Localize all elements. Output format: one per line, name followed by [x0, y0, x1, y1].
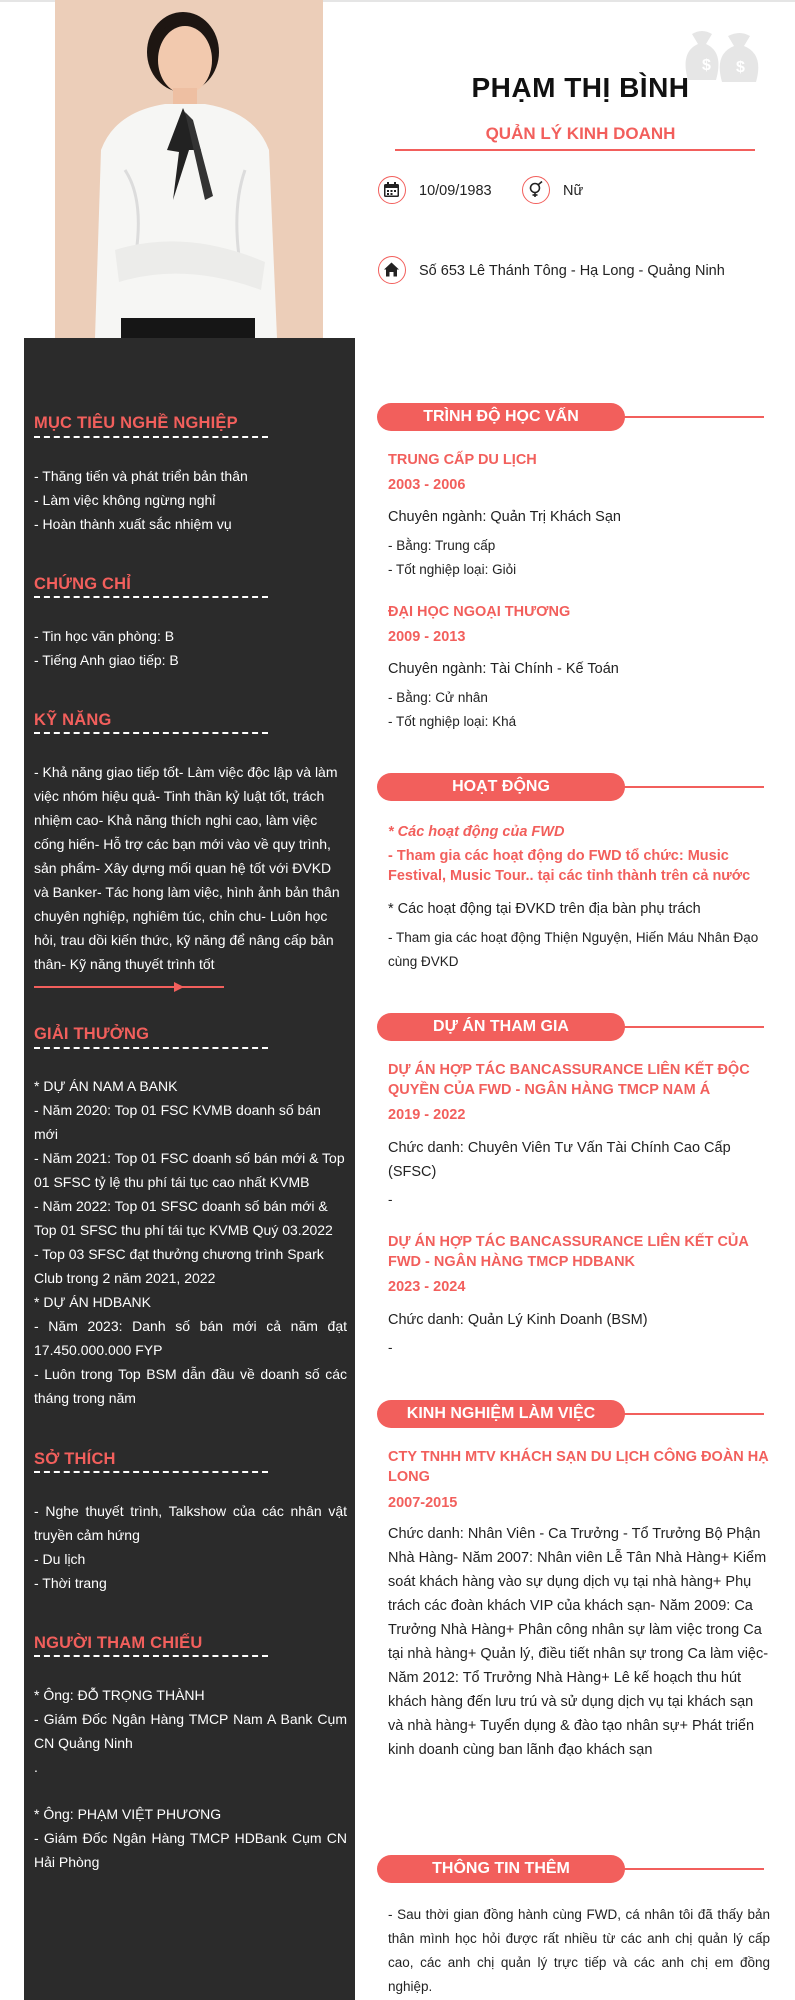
hobbies-title: SỞ THÍCH [34, 1450, 116, 1468]
address: Số 653 Lê Thánh Tông - Hạ Long - Quảng Ninh [419, 263, 725, 279]
awards-title: GIẢI THƯỞNG [34, 1025, 150, 1043]
project-dash-2: - [388, 1340, 393, 1355]
activities-title: HOẠT ĐỘNG [377, 773, 625, 801]
calendar-icon [383, 181, 400, 198]
project-dash-1: - [388, 1192, 393, 1207]
references-title: NGƯỜI THAM CHIẾU [34, 1634, 203, 1652]
birthdate: 10/09/1983 [419, 183, 492, 199]
experience-title: KINH NGHIỆM LÀM VIỆC [377, 1400, 625, 1428]
full-name: PHẠM THỊ BÌNH [471, 72, 690, 103]
education-line [620, 416, 764, 418]
extra-text: - Sau thời gian đồng hành cùng FWD, cá nhân tôi đã thấy bản thân mình học hỏi được rất nhiều từ các anh chị quản lý cấp cao, các anh chị quản lý trực tiếp và các anh chị em đồng nghiệp. [388, 1907, 770, 1994]
awards-rule [34, 1047, 268, 1051]
project-name-1: DỰ ÁN HỢP TÁC BANCASSURANCE LIÊN KẾT ĐỘC QUYỀN CỦA FWD - NGÂN HÀNG TMCP NAM Á [388, 1062, 750, 1098]
education-years-2: 2009 - 2013 [388, 629, 466, 645]
project-years-1: 2019 - 2022 [388, 1107, 466, 1123]
activities-heading-1: * Các hoạt động của FWD [388, 824, 565, 840]
education-title: TRÌNH ĐỘ HỌC VẤN [377, 403, 625, 431]
skills-title: KỸ NĂNG [34, 711, 112, 729]
reference-2: * Ông: PHẠM VIỆT PHƯƠNG - Giám Đốc Ngân Hàng TMCP HDBank Cụm CN Hải Phòng [34, 1806, 347, 1870]
arrow-right-icon [174, 982, 184, 992]
education-major-1: Chuyên ngành: Quản Trị Khách Sạn [388, 509, 621, 525]
objective-title: MỤC TIÊU NGHỀ NGHIỆP [34, 414, 238, 432]
education-years-1: 2003 - 2006 [388, 477, 466, 493]
reference-1: * Ông: ĐỖ TRỌNG THÀNH - Giám Đốc Ngân Hàng TMCP Nam A Bank Cụm CN Quảng Ninh . [34, 1687, 347, 1775]
awards-text-hdbank: * DỰ ÁN HDBANK - Năm 2023: Danh số bán mới cả năm đạt 17.450.000.000 FYP - Luôn trong Top BSM dẫn đầu về doanh số các tháng trong năm [34, 1294, 347, 1406]
experience-line [620, 1413, 764, 1415]
education-details-1: - Bằng: Trung cấp - Tốt nghiệp loại: Giỏi [388, 538, 517, 577]
education-school-1: TRUNG CẤP DU LỊCH [388, 452, 537, 468]
experience-text: Chức danh: Nhân Viên - Ca Trưởng - Tổ Trưởng Bộ Phận Nhà Hàng- Năm 2007: Nhân viên Lễ Tân Nhà Hàng+ Kiểm soát khách hàng vào sự dụng dịch vụ tại nhà hàng+ Phụ trách các đoàn khách VIP của khách sạn- Năm 2009: Ca Trưởng Nhà Hàng+ Phân công nhân sự làm việc trong Ca tại nhà hàng+ Quản lý, điều tiết nhân sự trong Ca làm việc- Năm 2012: Tổ Trưởng Nhà Hàng+ Lê kế hoạch thu hút khách hàng đến lưu trú và sử dụng dịch vụ tại khách sạn và nhà hàng+ Tuyển dụng & đào tạo nhân sự+ Phát triển kinh doanh cùng ban lãnh đạo khách sạn [388, 1526, 769, 1758]
home-icon [383, 261, 400, 278]
svg-text:$: $ [702, 57, 711, 74]
projects-title: DỰ ÁN THAM GIA [377, 1013, 625, 1041]
activities-heading-2: - Tham gia các hoạt động do FWD tổ chức: Music Festival, Music Tour.. tại các tỉnh thành trên cả nước [388, 848, 751, 884]
skills-arrow-line [34, 986, 224, 988]
gender-icon [527, 181, 544, 198]
gender: Nữ [563, 183, 584, 199]
extra-title: THÔNG TIN THÊM [377, 1855, 625, 1883]
project-name-2: DỰ ÁN HỢP TÁC BANCASSURANCE LIÊN KẾT CỦA FWD - NGÂN HÀNG TMCP HDBANK [388, 1234, 749, 1270]
certificates-title: CHỨNG CHỈ [34, 575, 132, 593]
activities-line [620, 786, 764, 788]
hobbies-rule [34, 1471, 268, 1475]
projects-line [620, 1026, 764, 1028]
objective-rule [34, 436, 268, 440]
portrait-illustration [55, 0, 323, 338]
certificates-rule [34, 596, 268, 600]
experience-company: CTY TNHH MTV KHÁCH SẠN DU LỊCH CÔNG ĐOÀN HẠ LONG [388, 1449, 769, 1485]
job-title: QUẢN LÝ KINH DOANH [485, 124, 676, 143]
project-position-1: Chức danh: Chuyên Viên Tư Vấn Tài Chính Cao Cấp (SFSC) [388, 1140, 731, 1180]
svg-text:$: $ [736, 59, 745, 76]
certificates-text: - Tin học văn phòng: B - Tiếng Anh giao tiếp: B [34, 628, 179, 668]
extra-line [620, 1868, 764, 1870]
awards-text-nam-a: * DỰ ÁN NAM A BANK - Năm 2020: Top 01 FSC KVMB doanh số bán mới - Năm 2021: Top 01 FSC doanh số bán mới & Top 01 SFSC tỷ lệ thu phí tái tục cao nhất KVMB - Năm 2022: Top 01 SFSC doanh số bán mới & Top 01 SFSC thu phí tái tục KVMB Quý 03.2022 - Top 03 SFSC đạt thưởng chương trình Spark Club trong 2 năm 2021, 2022 [34, 1078, 345, 1286]
skills-text: - Khả năng giao tiếp tốt- Làm việc độc lập và làm việc nhóm hiệu quả- Tinh thần kỷ luật tốt, trách nhiệm cao- Khả năng thích nghi cao, làm việc cống hiến- Hỗ trợ các bạn mới vào về quy trình, sản phẩm- Xây dựng mối quan hệ tốt với ĐVKD và Banker- Tác hong làm việc, hình ảnh bản thân chuyên nghiệp, nghiêm túc, chỉn chu- Luôn học hỏi, trau dồi kiến thức, kỹ năng để nâng cấp bản thân- Kỹ năng thuyết trình tốt [34, 764, 340, 972]
home-icon-badge [378, 256, 406, 284]
experience-years: 2007-2015 [388, 1495, 458, 1511]
skills-rule [34, 732, 268, 736]
hobbies-text: - Nghe thuyết trình, Talkshow của các nhân vật truyền cảm hứng - Du lịch - Thời trang [34, 1503, 347, 1591]
objective-text: - Thăng tiến và phát triển bản thân - Làm việc không ngừng nghỉ - Hoàn thành xuất sắc nhiệm vụ [34, 468, 248, 532]
profile-photo [55, 0, 323, 338]
education-details-2: - Bằng: Cử nhân - Tốt nghiệp loại: Khá [388, 690, 517, 729]
project-position-2: Chức danh: Quản Lý Kinh Doanh (BSM) [388, 1312, 648, 1328]
project-years-2: 2023 - 2024 [388, 1279, 466, 1295]
activities-sub: * Các hoạt động tại ĐVKD trên địa bàn phụ trách [388, 901, 701, 917]
gender-icon-badge [522, 176, 550, 204]
title-underline [395, 149, 755, 151]
calendar-icon-badge [378, 176, 406, 204]
education-school-2: ĐẠI HỌC NGOẠI THƯƠNG [388, 604, 571, 620]
activities-detail: - Tham gia các hoạt động Thiện Nguyện, Hiến Máu Nhân Đạo cùng ĐVKD [388, 930, 759, 969]
references-rule [34, 1655, 268, 1659]
education-major-2: Chuyên ngành: Tài Chính - Kế Toán [388, 661, 619, 677]
